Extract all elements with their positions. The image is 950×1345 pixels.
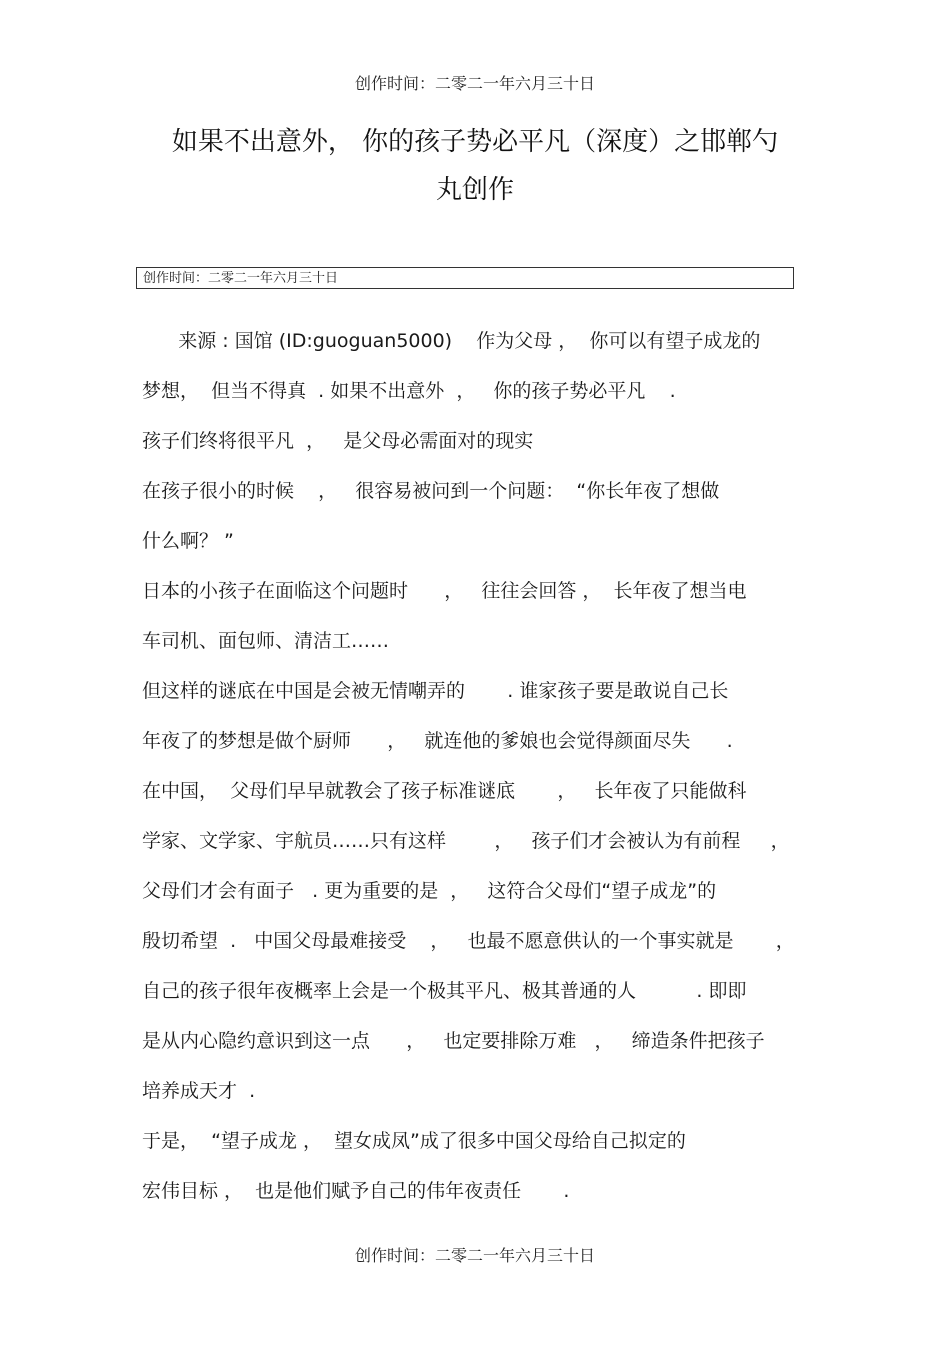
body-line: 年夜了的梦想是做个厨师 ， 就连他的爹娘也会觉得颜面尽失 . <box>142 730 733 752</box>
body-line: 父母们才会有面子 . 更为重要的是 ， 这符合父母们“望子成龙”的 <box>142 880 717 902</box>
body-line: 在中国， 父母们早早就教会了孩子标准谜底 ， 长年夜了只能做科 <box>142 780 747 802</box>
body-line: 来源 : 国馆 (ID:guoguan5000) 作为父母 ， 你可以有望子成龙的 <box>142 330 761 352</box>
title-line-1: 如果不出意外， 你的孩子势必平凡（深度）之邯郸勺 <box>171 127 779 157</box>
document-title <box>120 118 830 214</box>
body-line: 但这样的谜底在中国是会被无情嘲弄的 . 谁家孩子要是敢说自己长 <box>142 680 729 702</box>
body-line: 孩子们终将很平凡 ， 是父母必需面对的现实 <box>142 430 534 452</box>
creation-date-box: 创作时间：二零二一年六月三十日 <box>136 267 794 289</box>
body-text <box>142 316 822 1216</box>
body-line: 于是， “望子成龙 ， 望女成凤”成了很多中国父母给自己拟定的 <box>142 1130 686 1152</box>
footer-creation-date: 创作时间：二零二一年六月三十日 <box>354 1246 595 1265</box>
body-line: 殷切希望 . 中国父母最难接受 ， 也最不愿意供认的一个事实就是 ， <box>142 930 795 952</box>
body-line: 什么啊？ ” <box>142 530 234 552</box>
header-creation-date: 创作时间：二零二一年六月三十日 <box>354 74 595 93</box>
body-line: 宏伟目标 ， 也是他们赋予自己的伟年夜责任 . <box>142 1180 570 1202</box>
body-line: 学家、文学家、宇航员……只有这样 ， 孩子们才会被认为有前程 ， <box>142 830 790 852</box>
body-line: 在孩子很小的时候 ， 很容易被问到一个问题： “你长年夜了想做 <box>142 480 720 502</box>
body-line: 车司机、面包师、清洁工…… <box>142 630 390 652</box>
body-line: 梦想， 但当不得真 . 如果不出意外 ， 你的孩子势必平凡 . <box>142 380 676 402</box>
body-line: 日本的小孩子在面临这个问题时 ， 往往会回答 ， 长年夜了想当电 <box>142 580 747 602</box>
body-line: 是从内心隐约意识到这一点 ， 也定要排除万难 ， 缔造条件把孩子 <box>142 1030 765 1052</box>
body-line: 自己的孩子很年夜概率上会是一个极其平凡、极其普通的人 . 即即 <box>142 980 747 1002</box>
title-line-2: 丸创作 <box>435 175 514 205</box>
body-line: 培养成天才 . <box>142 1080 256 1102</box>
